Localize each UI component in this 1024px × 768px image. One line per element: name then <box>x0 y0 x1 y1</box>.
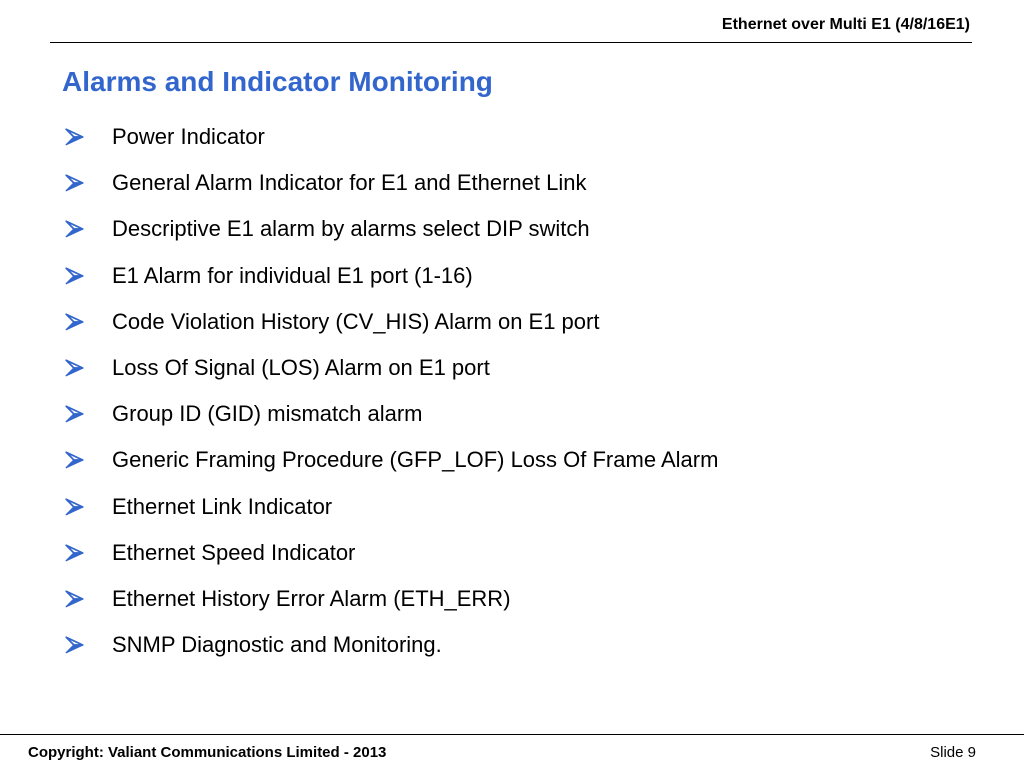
slide-title: Alarms and Indicator Monitoring <box>62 66 493 97</box>
bullet-text: SNMP Diagnostic and Monitoring. <box>112 632 442 658</box>
list-item <box>64 391 718 437</box>
list-item <box>64 253 718 299</box>
bullet-text: Generic Framing Procedure (GFP_LOF) Loss Of Frame Alarm <box>112 447 719 473</box>
arrow-bullet-icon <box>64 496 86 518</box>
arrow-bullet-icon <box>64 357 86 379</box>
list-item <box>64 299 718 345</box>
list-item <box>64 576 718 622</box>
bullet-text: Ethernet Link Indicator <box>112 493 333 519</box>
arrow-bullet-icon <box>64 172 86 194</box>
arrow-bullet-icon <box>64 634 86 656</box>
bullet-text: Code Violation History (CV_HIS) Alarm on E1 port <box>112 308 600 334</box>
slide-number: Slide 9 <box>930 744 976 761</box>
arrow-bullet-icon <box>64 311 86 333</box>
arrow-bullet-icon <box>64 588 86 610</box>
footer-divider <box>0 734 1024 735</box>
arrow-bullet-icon <box>64 218 86 240</box>
bullet-text: Loss Of Signal (LOS) Alarm on E1 port <box>112 355 490 381</box>
arrow-bullet-icon <box>64 542 86 564</box>
bullet-list <box>64 114 718 668</box>
bullet-text: E1 Alarm for individual E1 port (1-16) <box>112 262 473 288</box>
list-item <box>64 160 718 206</box>
arrow-bullet-icon <box>64 265 86 287</box>
arrow-bullet-icon <box>64 449 86 471</box>
arrow-bullet-icon <box>64 403 86 425</box>
footer-copyright: Copyright: Valiant Communications Limited - 2013 <box>28 744 387 761</box>
list-item <box>64 437 718 483</box>
bullet-text: Ethernet History Error Alarm (ETH_ERR) <box>112 585 511 611</box>
list-item <box>64 484 718 530</box>
header-divider <box>50 42 972 43</box>
bullet-text: Ethernet Speed Indicator <box>112 539 356 565</box>
bullet-text: Power Indicator <box>112 124 265 150</box>
header-title: Ethernet over Multi E1 (4/8/16E1) <box>721 16 970 33</box>
list-item <box>64 622 718 668</box>
arrow-bullet-icon <box>64 126 86 148</box>
bullet-text: Group ID (GID) mismatch alarm <box>112 401 423 427</box>
list-item <box>64 530 718 576</box>
list-item <box>64 206 718 252</box>
bullet-text: Descriptive E1 alarm by alarms select DIP switch <box>112 216 590 242</box>
bullet-text: General Alarm Indicator for E1 and Ethernet Link <box>112 170 587 196</box>
list-item <box>64 345 718 391</box>
list-item <box>64 114 718 160</box>
